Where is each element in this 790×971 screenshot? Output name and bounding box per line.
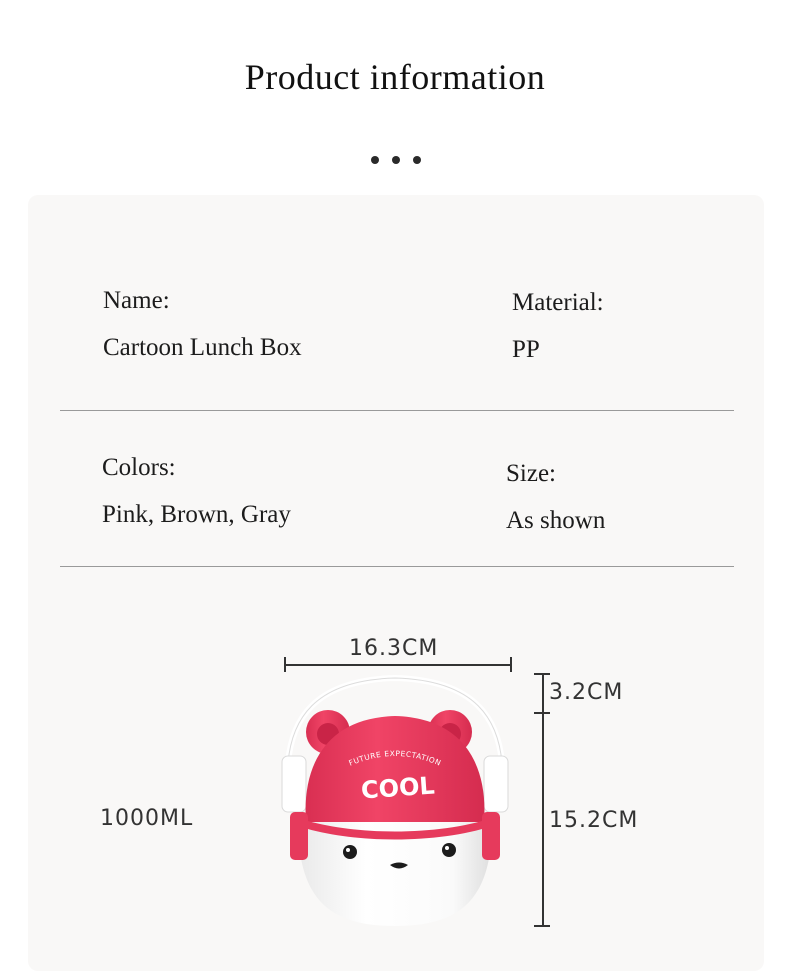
lunch-box-image bbox=[262, 672, 528, 934]
capacity-label: 1000ML bbox=[100, 806, 194, 831]
divider-1 bbox=[60, 410, 734, 411]
height-tick-top bbox=[534, 673, 550, 675]
colors-value: Pink, Brown, Gray bbox=[102, 501, 291, 528]
cap-small-text: FUTURE EXPECTATION bbox=[347, 748, 443, 768]
size-label: Size: bbox=[506, 460, 556, 487]
body-height-label: 15.2CM bbox=[549, 808, 639, 833]
divider-2 bbox=[60, 566, 734, 567]
name-label: Name: bbox=[103, 287, 170, 314]
height-tick-mid bbox=[534, 712, 550, 714]
width-tick-left bbox=[284, 657, 286, 672]
right-eye bbox=[442, 843, 456, 857]
name-value: Cartoon Lunch Box bbox=[103, 334, 302, 361]
decorative-dots bbox=[371, 156, 421, 164]
cap-big-text: COOL bbox=[360, 771, 436, 805]
width-dimension-line bbox=[284, 664, 511, 666]
page-title: Product information bbox=[244, 57, 546, 97]
height-tick-bottom bbox=[534, 925, 550, 927]
width-dimension-label: 16.3CM bbox=[349, 636, 439, 661]
material-label: Material: bbox=[512, 289, 604, 316]
width-tick-right bbox=[510, 657, 512, 672]
height-dimension-line bbox=[542, 673, 544, 926]
left-eye bbox=[343, 845, 357, 859]
lid-height-label: 3.2CM bbox=[549, 680, 624, 705]
material-value: PP bbox=[512, 336, 540, 363]
colors-label: Colors: bbox=[102, 454, 176, 481]
size-value: As shown bbox=[506, 507, 606, 534]
